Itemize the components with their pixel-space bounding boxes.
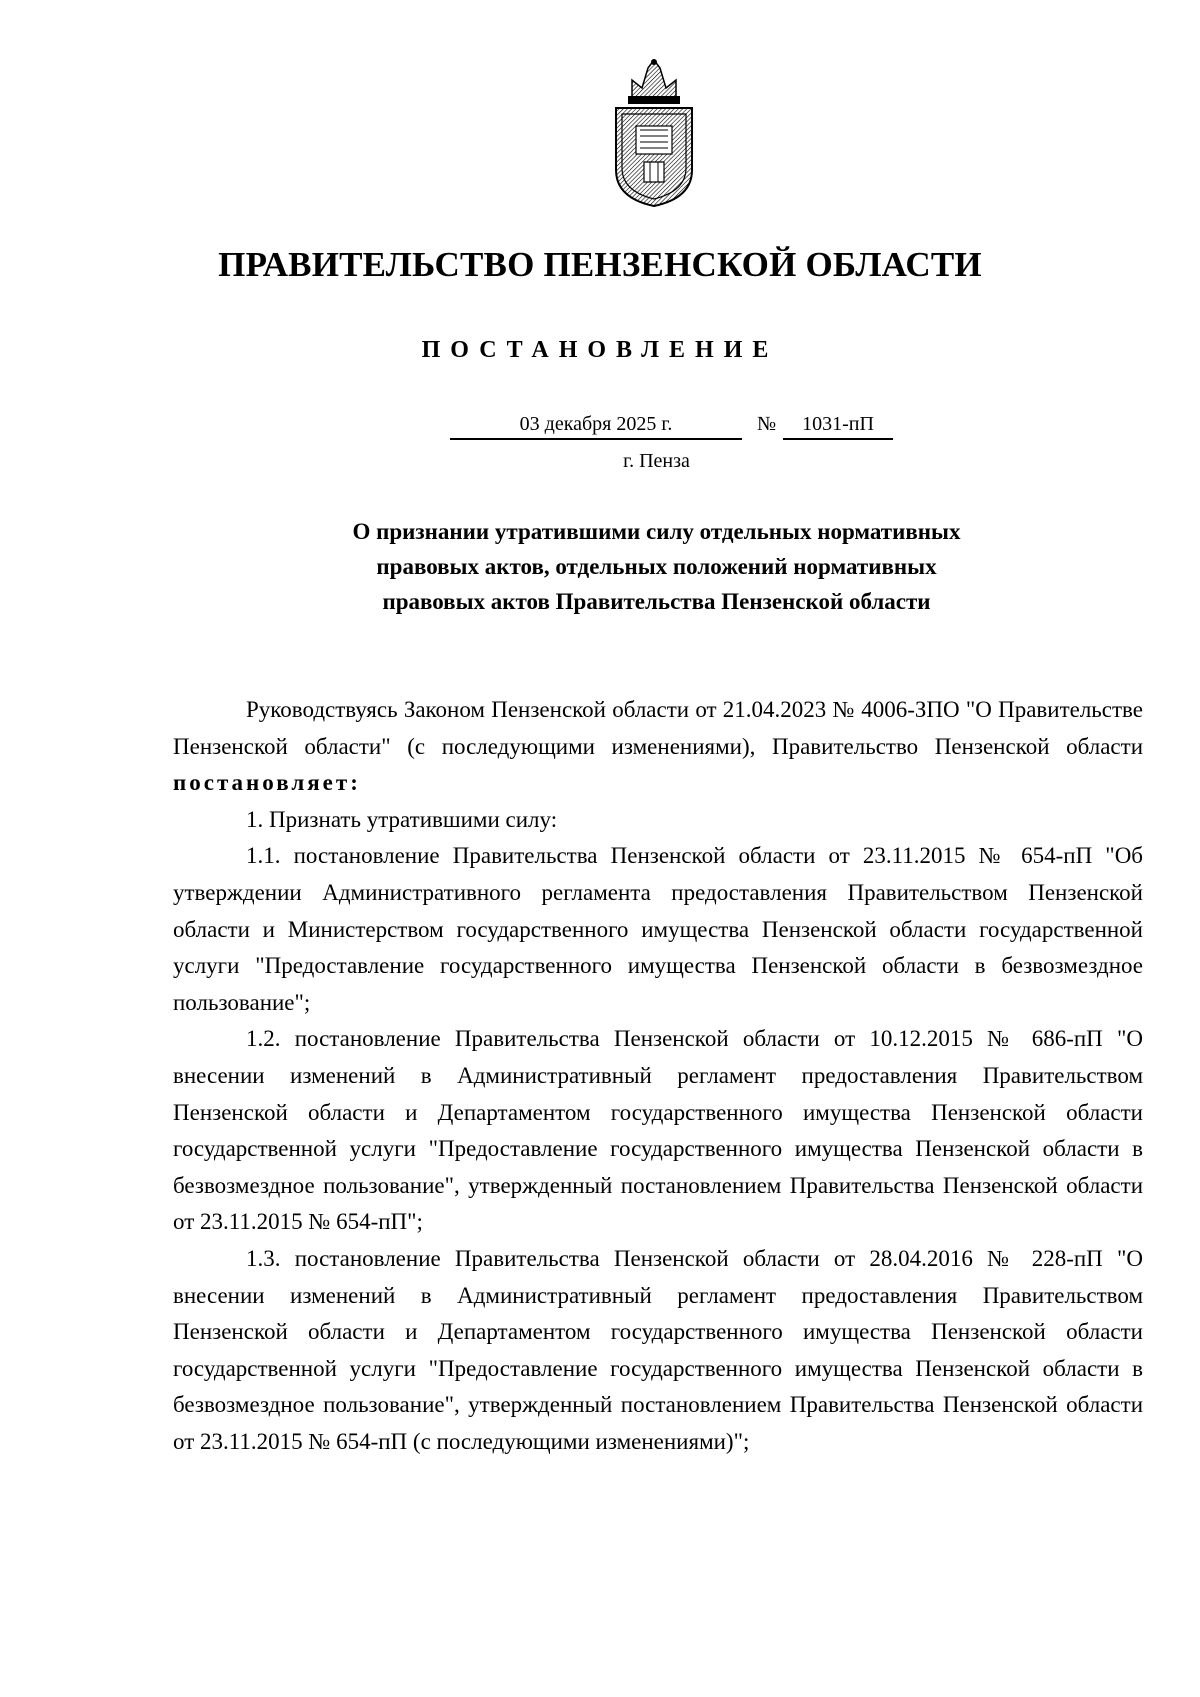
city: г. Пенза	[623, 450, 690, 472]
item-1-3: 1.3. постановление Правительства Пензенской области от 28.04.2016 № 228-пП "О внесении изменений в Административный регламент предоставления Правительством Пензенской области и Департаментом государственного имущества Пензенской области государственной услуги "Предоставление государственного имущества Пензенской области в безвозмездное пользование", утвержденный постановлением Правительства Пензенской области от 23.11.2015 № 654-пП (с последующими изменениями)";	[173, 1245, 1143, 1454]
organization-title: ПРАВИТЕЛЬСТВО ПЕНЗЕНСКОЙ ОБЛАСТИ	[218, 245, 982, 284]
document-number: 1031-пП	[783, 410, 893, 440]
item-1-2: 1.2. постановление Правительства Пензенской области от 10.12.2015 № 686-пП "О внесении изменений в Административный регламент предоставления Правительством Пензенской области и Департаментом государственного имущества Пензенской области государственной услуги "Предоставление государственного имущества Пензенской области в безвозмездное пользование", утвержденный постановлением Правительства Пензенской области от 23.11.2015 № 654-пП";	[173, 1026, 1143, 1235]
document-subject	[0, 514, 1200, 619]
preamble-paragraph	[173, 692, 1143, 802]
subject-line: правовых актов Правительства Пензенской области	[382, 589, 931, 614]
item-1-1: 1.1. постановление Правительства Пензенской области от 23.11.2015 № 654-пП "Об утверждении Административного регламента предоставления Правительством Пензенской области и Министерством государственного имущества Пензенской области государственной услуги "Предоставление государственного имущества Пензенской области в безвозмездное пользование";	[173, 843, 1143, 1015]
item-1: 1. Признать утратившими силу:	[246, 806, 558, 832]
subject-line: О признании утратившими силу отдельных нормативных	[352, 519, 961, 544]
document-date: 03 декабря 2025 г.	[450, 410, 742, 440]
document-body	[173, 692, 1143, 1460]
resolves-word: постановляет:	[173, 770, 361, 796]
subject-line: правовых актов, отдельных положений нормативных	[376, 554, 937, 579]
preamble-text: Руководствуясь Законом Пензенской области от 21.04.2023 № 4006-ЗПО "О Правительстве Пензенской области" (с последующими изменениями), Правительство Пензенской области	[173, 697, 1143, 759]
coat-of-arms-icon	[610, 58, 698, 208]
number-sign: №	[757, 413, 777, 435]
document-type: ПОСТАНОВЛЕНИЕ	[421, 337, 779, 363]
